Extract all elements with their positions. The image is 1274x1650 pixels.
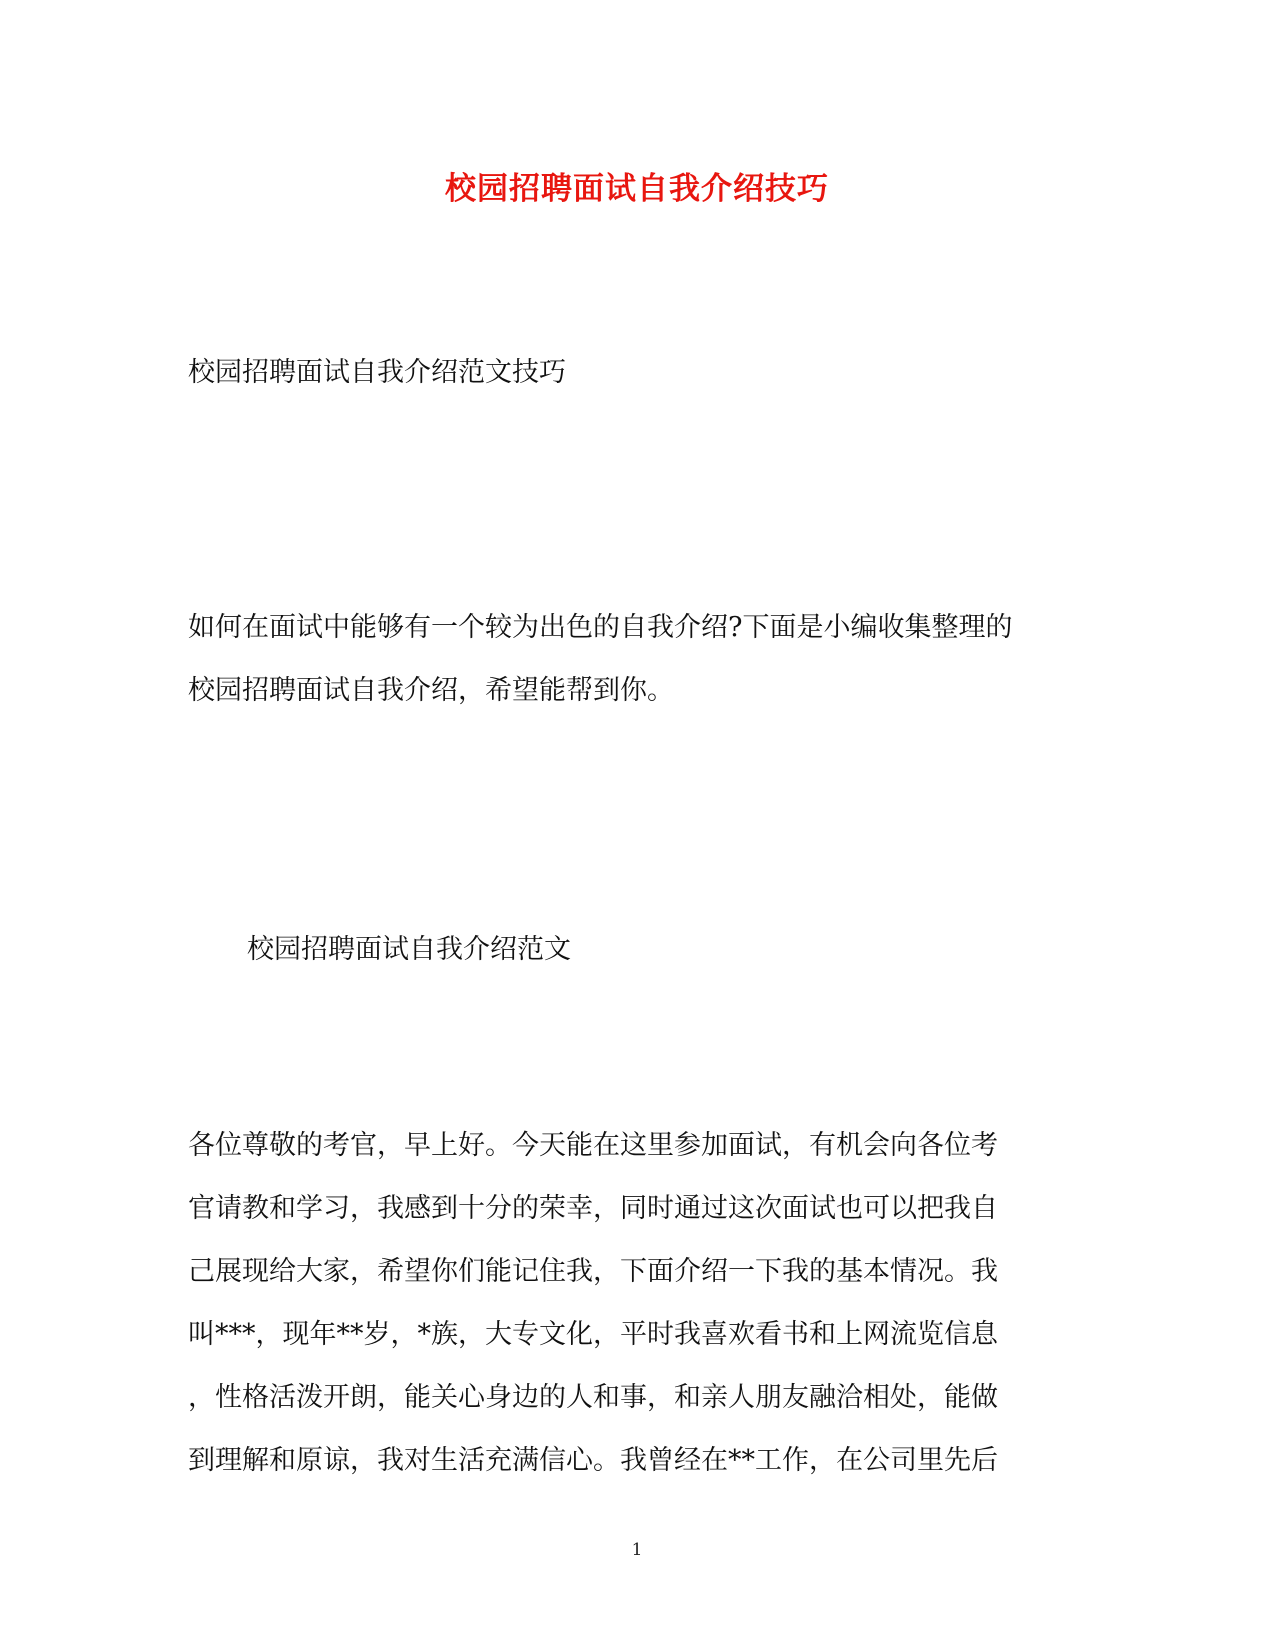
body-line: 各位尊敬的考官，早上好。今天能在这里参加面试，有机会向各位考 (188, 1130, 998, 1161)
intro-line: 如何在面试中能够有一个较为出色的自我介绍?下面是小编收集整理的 (188, 612, 1013, 643)
intro-paragraph (188, 596, 1088, 722)
body-line: 官请教和学习，我感到十分的荣幸，同时通过这次面试也可以把我自 (188, 1193, 998, 1224)
body-paragraph (188, 1114, 1088, 1492)
document-title: 校园招聘面试自我介绍技巧 (445, 171, 829, 207)
document-subtitle: 校园招聘面试自我介绍范文技巧 (188, 357, 566, 388)
body-line: 己展现给大家，希望你们能记住我，下面介绍一下我的基本情况。我 (188, 1256, 998, 1287)
body-line: 到理解和原谅，我对生活充满信心。我曾经在**工作，在公司里先后 (188, 1445, 998, 1476)
page-number: 1 (631, 1540, 643, 1560)
body-line: ，性格活泼开朗，能关心身边的人和事，和亲人朋友融洽相处，能做 (188, 1382, 998, 1413)
intro-line: 校园招聘面试自我介绍，希望能帮到你。 (188, 675, 674, 706)
body-line: 叫***，现年**岁，*族，大专文化，平时我喜欢看书和上网流览信息 (188, 1319, 998, 1350)
section-heading: 校园招聘面试自我介绍范文 (247, 934, 571, 965)
